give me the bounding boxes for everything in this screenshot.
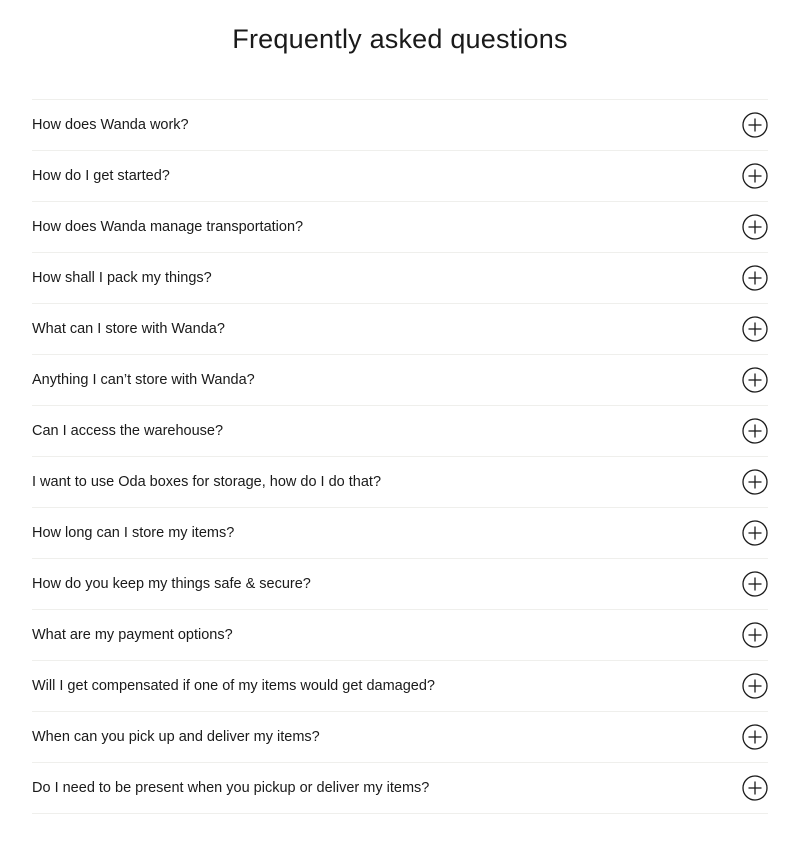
faq-question: Will I get compensated if one of my items would get damaged? (32, 678, 435, 694)
plus-circle-icon[interactable] (742, 418, 768, 444)
faq-question: I want to use Oda boxes for storage, how do I do that? (32, 474, 382, 490)
faq-item[interactable] (32, 610, 768, 661)
faq-item[interactable] (32, 661, 768, 712)
plus-circle-icon[interactable] (742, 163, 768, 189)
plus-circle-icon[interactable] (742, 265, 768, 291)
faq-question: How do you keep my things safe & secure? (32, 576, 311, 592)
plus-circle-icon[interactable] (742, 469, 768, 495)
faq-item[interactable] (32, 304, 768, 355)
plus-circle-icon[interactable] (742, 724, 768, 750)
plus-circle-icon[interactable] (742, 571, 768, 597)
faq-item[interactable] (32, 406, 768, 457)
faq-question: What can I store with Wanda? (32, 321, 225, 337)
faq-item[interactable] (32, 712, 768, 763)
faq-item[interactable] (32, 151, 768, 202)
faq-item[interactable] (32, 202, 768, 253)
faq-list (32, 99, 768, 814)
plus-circle-icon[interactable] (742, 673, 768, 699)
faq-item[interactable] (32, 559, 768, 610)
faq-question: How long can I store my items? (32, 525, 235, 541)
faq-item[interactable] (32, 253, 768, 304)
faq-question: Do I need to be present when you pickup or deliver my items? (32, 780, 430, 796)
faq-question: Anything I can’t store with Wanda? (32, 372, 255, 388)
faq-question: How shall I pack my things? (32, 270, 212, 286)
faq-item[interactable] (32, 100, 768, 151)
faq-question: How does Wanda manage transportation? (32, 219, 304, 235)
plus-circle-icon[interactable] (742, 622, 768, 648)
faq-item[interactable] (32, 763, 768, 814)
faq-question: How do I get started? (32, 168, 170, 184)
faq-item[interactable] (32, 508, 768, 559)
faq-question: What are my payment options? (32, 627, 233, 643)
plus-circle-icon[interactable] (742, 520, 768, 546)
faq-question: When can you pick up and deliver my items? (32, 729, 320, 745)
page-title: Frequently asked questions (232, 24, 568, 54)
plus-circle-icon[interactable] (742, 367, 768, 393)
faq-item[interactable] (32, 457, 768, 508)
faq-question: Can I access the warehouse? (32, 423, 224, 439)
plus-circle-icon[interactable] (742, 214, 768, 240)
faq-question: How does Wanda work? (32, 117, 189, 133)
plus-circle-icon[interactable] (742, 316, 768, 342)
faq-item[interactable] (32, 355, 768, 406)
plus-circle-icon[interactable] (742, 112, 768, 138)
plus-circle-icon[interactable] (742, 775, 768, 801)
